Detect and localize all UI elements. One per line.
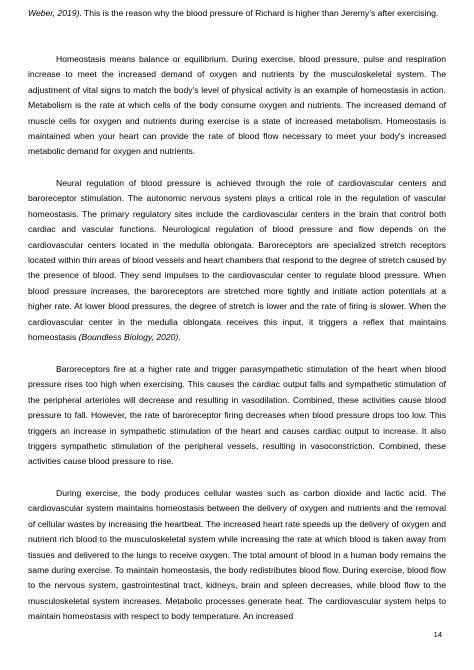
citation: (Boundless Biology, 2020) bbox=[78, 332, 179, 343]
paragraph-intro-end bbox=[28, 6, 446, 21]
citation: Weber, 2019) bbox=[28, 8, 80, 18]
paragraph-neural-regulation bbox=[28, 176, 446, 345]
paragraph-homeostasis: Homeostasis means balance or equilibrium. During exercise, blood pressure, pulse and respiration increase to meet the increased demand of oxygen and nutrients by the musculoskeletal system. The adjustment of vital signs to match the body’s level of physical activity is an example of homeostasis in action. Metabolism is the rate at which cells of the body consume oxygen and nutrients. The increased demand of muscle cells for oxygen and nutrients during exercise is a state of increased metabolism. Homeostasis is maintained when your heart can provide the rate of blood flow necessary to meet your body's increased metabolic demand for oxygen and nutrients. bbox=[28, 54, 446, 157]
paragraph-text: Neural regulation of blood pressure is achieved through the role of cardiovascular centers and baroreceptor stimulation. The autonomic nervous system plays a critical role in the regulation of vascular homeostasis. The primary regulatory sites include the cardiovascular centers in the brain that control both cardiac and vascular functions. Neurological regulation of blood pressure and flow depends on the cardiovascular centers located in the medulla oblongata. Baroreceptors are specialized stretch receptors located within thin areas of blood vessels and heart chambers that respond to the degree of stretch caused by the presence of blood. They send impulses to the cardiovascular center to regulate blood pressure. When blood pressure increases, the baroreceptors are stretched more tightly and initiate action potentials at a higher rate. At lower blood pressures, the degree of stretch is lower and the rate of firing is slower. When the cardiovascular center in the medulla oblongata receives this input, it triggers a reflex that maintains homeostasis bbox=[28, 178, 446, 343]
paragraph-end-punct: . bbox=[178, 332, 181, 343]
paragraph-text: . This is the reason why the blood pressure of Richard is higher than Jeremy’s after exercising. bbox=[79, 8, 439, 18]
page-number: 14 bbox=[433, 630, 442, 639]
paragraph-exercise-wastes: During exercise, the body produces cellular wastes such as carbon dioxide and lactic acid. The cardiovascular system maintains homeostasis between the delivery of oxygen and nutrients and the removal of cellular wastes by increasing the heartbeat. The increased heart rate speeds up the delivery of oxygen and nutrient rich blood to the musculoskeletal system while increasing the rate at which blood is taken away from tissues and delivered to the lungs to receive oxygen. The total amount of blood in a human body remains the same during exercise. To maintain homeostasis, the body redistributes blood flow. During exercise, blood flow to the nervous system, gastrointestinal tract, kidneys, brain and spleen decreases, while blood flow to the musculoskeletal system increases. Metabolic processes generate heat. The cardiovascular system helps to maintain homeostasis with respect to body temperature. An increased bbox=[28, 488, 446, 622]
paragraph-baroreceptors: Baroreceptors fire at a higher rate and trigger parasympathetic stimulation of the heart when blood pressure rises too high when exercising. This causes the cardiac output falls and sympathetic stimulation of the peripheral arterioles will decrease and resulting in vasodilation. Combined, these activities cause blood pressure to fall. However, the rate of baroreceptor firing decreases when blood pressure drops too low. This triggers an increase in sympathetic stimulation of the heart and causes cardiac output to increase. It also triggers sympathetic stimulation of the peripheral vessels, resulting in vasoconstriction. Combined, these activities cause blood pressure to rise. bbox=[28, 364, 446, 467]
